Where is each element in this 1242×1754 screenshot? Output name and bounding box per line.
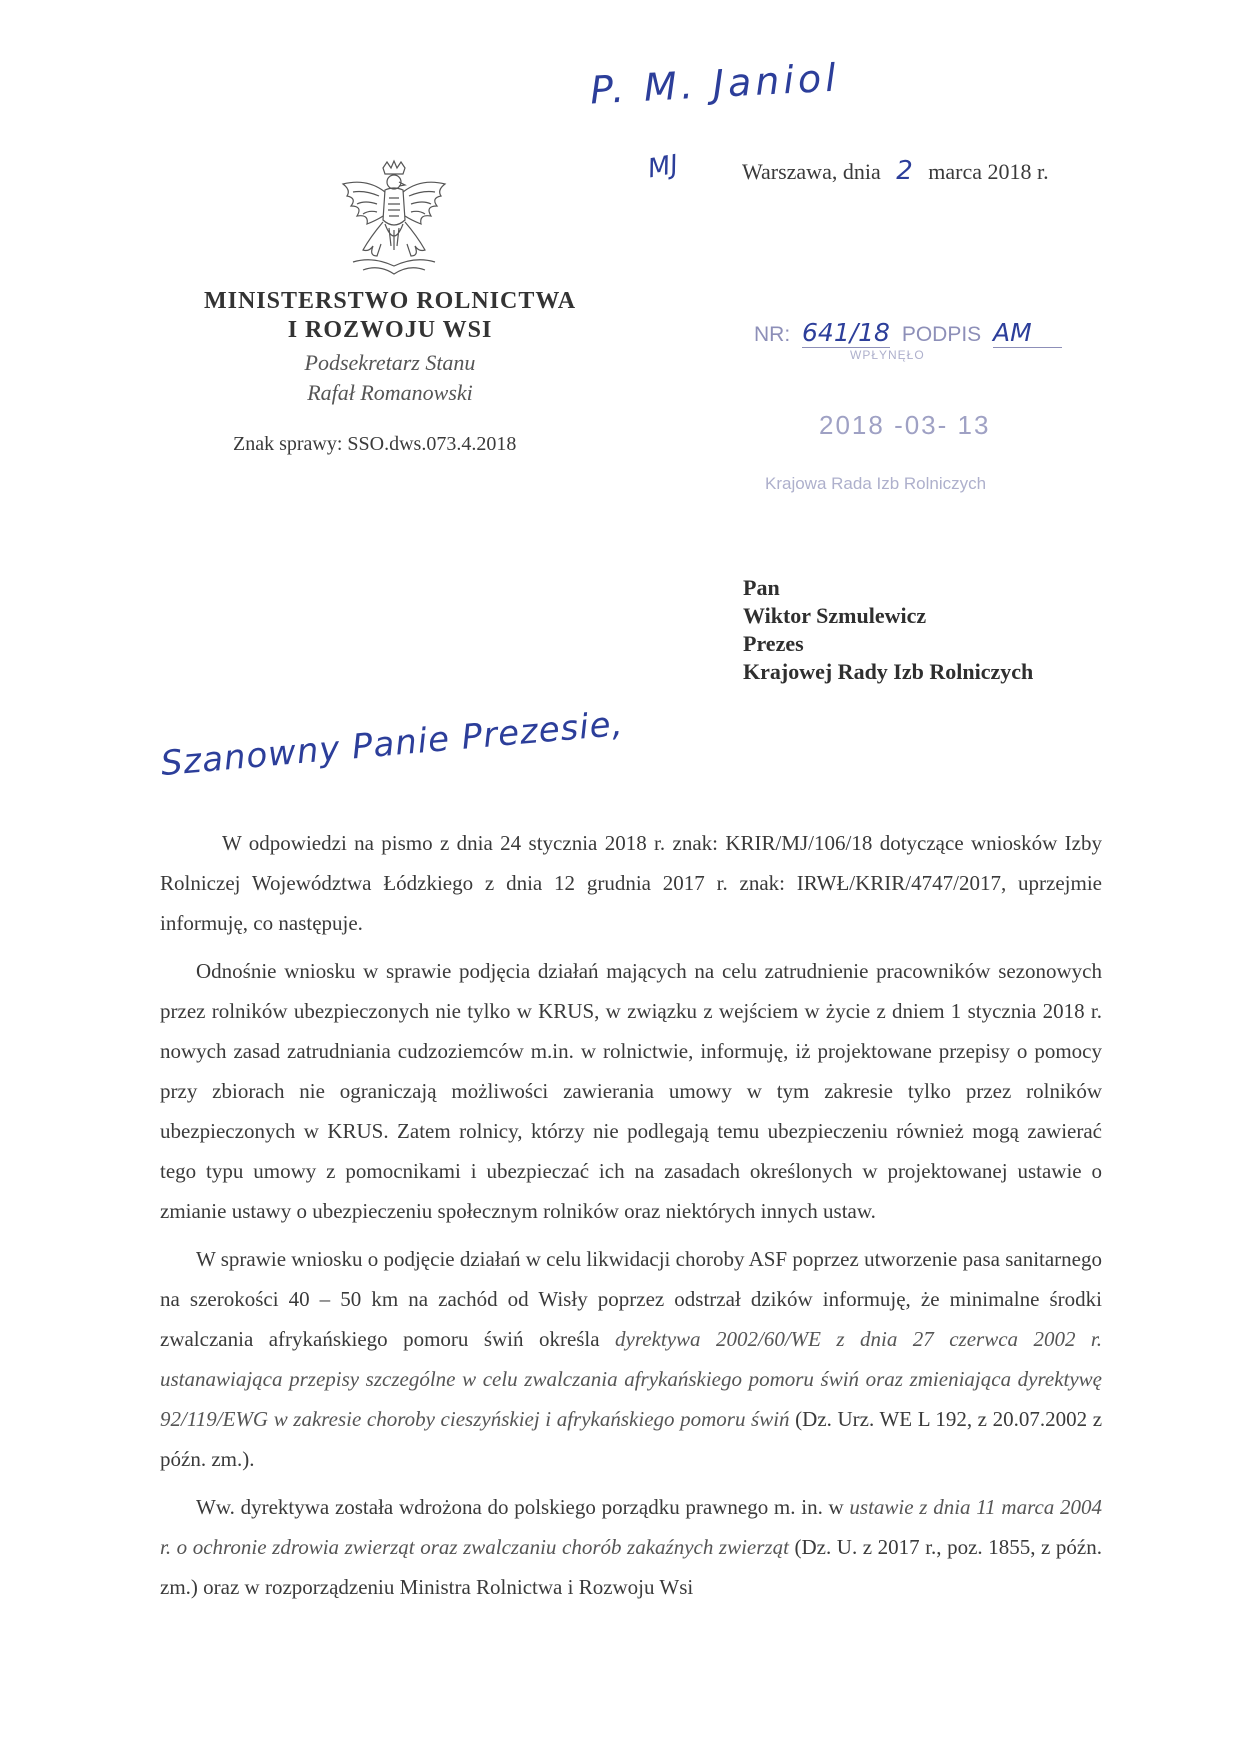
body-paragraph: Odnośnie wniosku w sprawie podjęcia działań mających na celu zatrudnienie pracowników sezonowych przez rolników ubezpieczonych nie tylko w KRUS, w związku z wejściem w życie z dniem 1 stycznia 2018 r. nowych zasad zatrudniania cudzoziemców m.in. w rolnictwie, informuję, iż projektowane przepisy o pomocy przy zbiorach nie ograniczają możliwości zawierania umowy w tym zakresie tylko przez rolników ubezpieczonych w KRUS. Zatem rolnicy, którzy nie podlegają temu ubezpieczeniu również mogą zawierać tego typu umowy z pomocnikami i ubezpieczać ich na zasadach określonych w projektowanej ustawie o zmianie ustawy o ubezpieczeniu społecznym rolników oraz niektórych innych ustaw. <box>160 959 1102 1223</box>
stamp-podpis-label: PODPIS <box>901 323 982 346</box>
date-prefix: Warszawa, dnia <box>742 159 881 184</box>
ministry-name-line1: MINISTERSTWO ROLNICTWA <box>203 288 577 314</box>
official-title: Podsekretarz Stanu <box>304 350 476 375</box>
addressee-block <box>743 574 1033 686</box>
eagle-emblem-icon <box>333 158 455 282</box>
stamp-date: 2018 -03- 13 <box>819 410 991 440</box>
addressee-line: Prezes <box>743 631 804 656</box>
paragraph-text: (Dz. Urz. WE L 192, z 20.07.2002 z późn. zm.). <box>160 1407 1103 1471</box>
stamp-number-line <box>754 318 1062 348</box>
body-paragraph <box>160 1487 1102 1607</box>
addressee-line: Pan <box>743 575 780 600</box>
stamp-nr-label: NR: <box>754 323 791 346</box>
paragraph-text: Ww. dyrektywa została wdrożona do polskiego porządku prawnego m. in. w <box>196 1495 844 1519</box>
handwritten-salutation: Szanowny Panie Prezesie, <box>159 703 625 785</box>
date-suffix: marca 2018 r. <box>928 159 1049 184</box>
letter-date <box>742 156 1049 186</box>
body-paragraph <box>160 1239 1102 1479</box>
ministry-block <box>160 288 620 406</box>
official-name: Rafał Romanowski <box>307 380 473 405</box>
stamp-organization: Krajowa Rada Izb Rolniczych <box>765 474 987 493</box>
date-day: 2 <box>896 156 913 186</box>
handwritten-annotation: P. M. Janiol <box>589 55 841 113</box>
letter-body <box>160 823 1102 1615</box>
paragraph-text: (Dz. U. z 2017 r., poz. 1855, z późn. zm.) oraz w rozporządzeniu Ministra Rolnictwa i Rozwoju Wsi <box>160 1535 1102 1599</box>
ministry-name-line2: I ROZWOJU WSI <box>287 317 493 343</box>
handwritten-initials: MJ <box>645 149 681 185</box>
paragraph-text: W sprawie wniosku o podjęcie działań w celu likwidacji choroby ASF poprzez utworzenie pasa sanitarnego na szerokości 40 – 50 km na zachód od Wisły poprzez odstrzał dzików informuję, że minimalne środki zwalczania afrykańskiego pomoru świń określa <box>160 1247 1102 1351</box>
stamp-podpis-value: AM <box>993 318 1062 348</box>
body-paragraph: W odpowiedzi na pismo z dnia 24 stycznia 2018 r. znak: KRIR/MJ/106/18 dotyczące wniosków Izby Rolniczej Województwa Łódzkiego z dnia 12 grudnia 2017 r. znak: IRWŁ/KRIR/4747/2017, uprzejmie informuję, co następuje. <box>160 831 1102 935</box>
addressee-line: Krajowej Rady Izb Rolniczych <box>743 659 1034 684</box>
stamp-nr-value: 641/18 <box>802 318 890 347</box>
legal-citation: ustawie z dnia 11 marca 2004 r. o ochronie zdrowia zwierząt oraz zwalczaniu chorób zakaźnych zwierząt <box>160 1495 1102 1559</box>
stamp-received-label: WPŁYNĘŁO <box>850 348 925 362</box>
case-reference: Znak sprawy: SSO.dws.073.4.2018 <box>233 433 517 455</box>
legal-citation: dyrektywa 2002/60/WE z dnia 27 czerwca 2002 r. ustanawiająca przepisy szczególne w celu zwalczania afrykańskiego pomoru świń oraz zmieniająca dyrektywę 92/119/EWG w zakresie choroby cieszyńskiej i afrykańskiego pomoru świń <box>160 1327 1102 1431</box>
addressee-line: Wiktor Szmulewicz <box>743 603 927 628</box>
